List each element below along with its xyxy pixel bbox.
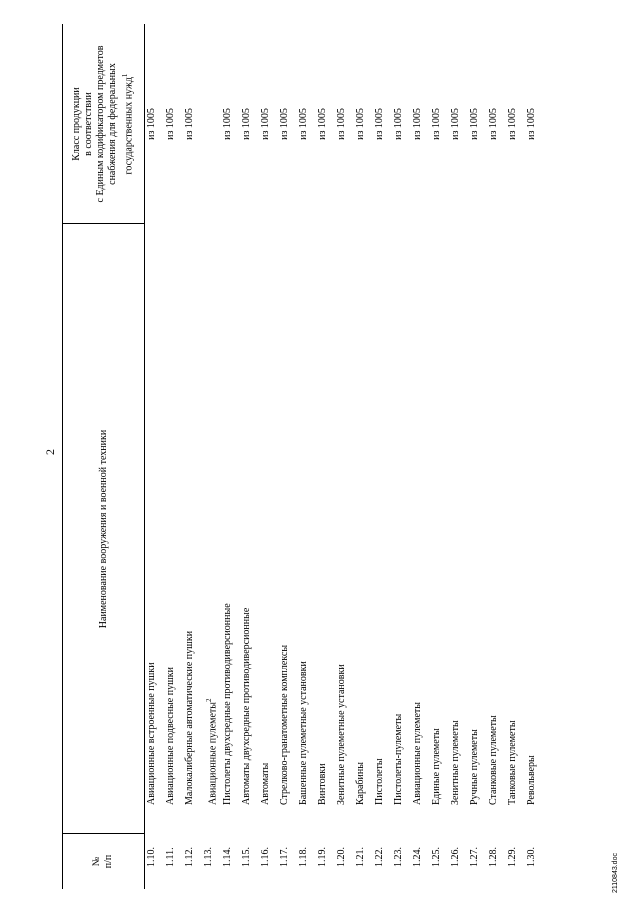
row-number: 1.11. <box>165 847 176 867</box>
row-number: 1.30. <box>526 847 537 867</box>
row-class-code: из 1005 <box>241 108 252 140</box>
row-name <box>146 225 158 805</box>
row-number: 1.13. <box>203 847 214 867</box>
footnote-mark: 1 <box>120 73 129 78</box>
row-number: 1.23. <box>393 847 404 867</box>
row-name <box>336 225 348 805</box>
row-number: 1.24. <box>412 847 423 867</box>
row-number: 1.17. <box>279 847 290 867</box>
table-row <box>412 24 431 889</box>
row-number: 1.12. <box>184 847 195 867</box>
row-name-text: Авиационные подвесные пушки <box>165 666 176 805</box>
table-row <box>203 24 222 889</box>
table-row <box>355 24 374 889</box>
table-row <box>431 24 450 889</box>
row-class-code: из 1005 <box>374 108 385 140</box>
row-class-code: из 1005 <box>336 108 347 140</box>
row-number: 1.18. <box>298 847 309 867</box>
row-class-code: из 1005 <box>184 108 195 140</box>
row-class-code: из 1005 <box>260 108 271 140</box>
row-class-code: из 1005 <box>317 108 328 140</box>
table-row <box>241 24 260 889</box>
row-name <box>526 225 538 805</box>
row-name <box>317 225 329 805</box>
header-class-line: Класс продукции <box>70 87 82 161</box>
row-number: 1.22. <box>374 847 385 867</box>
row-name-text: Авиационные пулеметы <box>412 702 423 805</box>
row-class-code: из 1005 <box>526 108 537 140</box>
header-class-text: государственных нужд <box>123 77 135 175</box>
row-number: 1.26. <box>450 847 461 867</box>
row-name <box>222 225 234 805</box>
row-name-text: Стрелково-гранатометные комплексы <box>279 644 290 805</box>
row-number: 1.20. <box>336 847 347 867</box>
row-name <box>374 225 386 805</box>
row-class-code: из 1005 <box>279 108 290 140</box>
table-row <box>146 24 165 889</box>
table-row <box>393 24 412 889</box>
row-number: 1.21. <box>355 847 366 867</box>
row-name-text: Зенитные пулеметы <box>450 720 461 805</box>
table-row <box>450 24 469 889</box>
row-class-code: из 1005 <box>298 108 309 140</box>
table-row <box>336 24 355 889</box>
row-name-text: Винтовки <box>317 763 328 805</box>
row-name-text: Пистолеты двухсредные противодиверсионные <box>222 603 233 805</box>
table-row <box>260 24 279 889</box>
row-class-code: из 1005 <box>469 108 480 140</box>
row-name-text: Башенные пулеметные установки <box>298 661 309 805</box>
row-number: 1.25. <box>431 847 442 867</box>
row-class-code: из 1005 <box>393 108 404 140</box>
row-name-text: Ручные пулеметы <box>469 729 480 805</box>
table-row <box>469 24 488 889</box>
row-number: 1.15. <box>241 847 252 867</box>
header-class-line: с Единым кодификатором предметов <box>94 45 106 203</box>
table-body <box>144 24 545 889</box>
header-number <box>62 834 144 889</box>
header-class-line: снабжения для федеральных <box>106 63 118 185</box>
row-name <box>298 225 310 805</box>
row-name <box>184 225 196 805</box>
row-name <box>412 225 424 805</box>
row-name-text: Зенитные пулеметные установки <box>336 664 347 805</box>
row-class-code: из 1005 <box>450 108 461 140</box>
row-number: 1.10. <box>146 847 157 867</box>
row-name <box>279 225 291 805</box>
header-number-line1: № <box>91 856 102 867</box>
footnote-mark: 2 <box>205 698 213 702</box>
table-row <box>488 24 507 889</box>
row-number: 1.29. <box>507 847 518 867</box>
table-row <box>526 24 545 889</box>
row-name <box>469 225 481 805</box>
row-name-text: Танковые пулеметы <box>507 720 518 805</box>
row-name <box>241 225 253 805</box>
table-row <box>165 24 184 889</box>
table-row <box>317 24 336 889</box>
table-row <box>507 24 526 889</box>
table-row <box>184 24 203 889</box>
header-name: Наименование вооружения и военной техники <box>97 429 109 629</box>
row-class-code: из 1005 <box>488 108 499 140</box>
row-name-text: Малокалиберные автоматические пушки <box>184 630 195 805</box>
table-row <box>298 24 317 889</box>
row-name-text: Авиационные встроенные пушки <box>146 662 157 805</box>
row-name-text: Автоматы <box>260 762 271 805</box>
header-class-line: в соответствии <box>82 92 94 156</box>
row-class-code: из 1005 <box>355 108 366 140</box>
row-name <box>431 225 443 805</box>
products-table <box>62 24 592 889</box>
row-name <box>507 225 519 805</box>
row-class-code: из 1005 <box>146 108 157 140</box>
row-name-text: Карабины <box>355 762 366 805</box>
row-name-text: Авиационные пулеметы <box>207 702 219 805</box>
header-class <box>62 24 144 224</box>
row-number: 1.14. <box>222 847 233 867</box>
header-number-line2: п/п <box>103 854 114 869</box>
row-name <box>488 225 500 805</box>
row-name <box>203 225 219 805</box>
table-row <box>279 24 298 889</box>
row-number: 1.28. <box>488 847 499 867</box>
row-class-code: из 1005 <box>431 108 442 140</box>
table-row <box>222 24 241 889</box>
row-class-code: из 1005 <box>165 108 176 140</box>
row-name <box>450 225 462 805</box>
row-name-text: Станковые пулеметы <box>488 715 499 805</box>
row-number: 1.19. <box>317 847 328 867</box>
row-number: 1.27. <box>469 847 480 867</box>
row-class-code: из 1005 <box>222 108 233 140</box>
header-class-line <box>119 74 135 175</box>
row-name <box>355 225 367 805</box>
row-name-text: Автоматы двухсредные противодиверсионные <box>241 607 252 805</box>
row-name-text: Единые пулеметы <box>431 728 442 805</box>
row-name <box>165 225 177 805</box>
row-name-text: Револьверы <box>526 755 537 805</box>
row-name <box>260 225 272 805</box>
table-row <box>374 24 393 889</box>
document-id: 2110843.doc <box>612 853 619 893</box>
page-number: 2 <box>43 449 57 455</box>
row-name-text: Пистолеты-пулеметы <box>393 713 404 805</box>
row-name-text: Пистолеты <box>374 758 385 805</box>
row-class-code: из 1005 <box>412 108 423 140</box>
row-number: 1.16. <box>260 847 271 867</box>
row-name <box>393 225 405 805</box>
row-class-code: из 1005 <box>507 108 518 140</box>
